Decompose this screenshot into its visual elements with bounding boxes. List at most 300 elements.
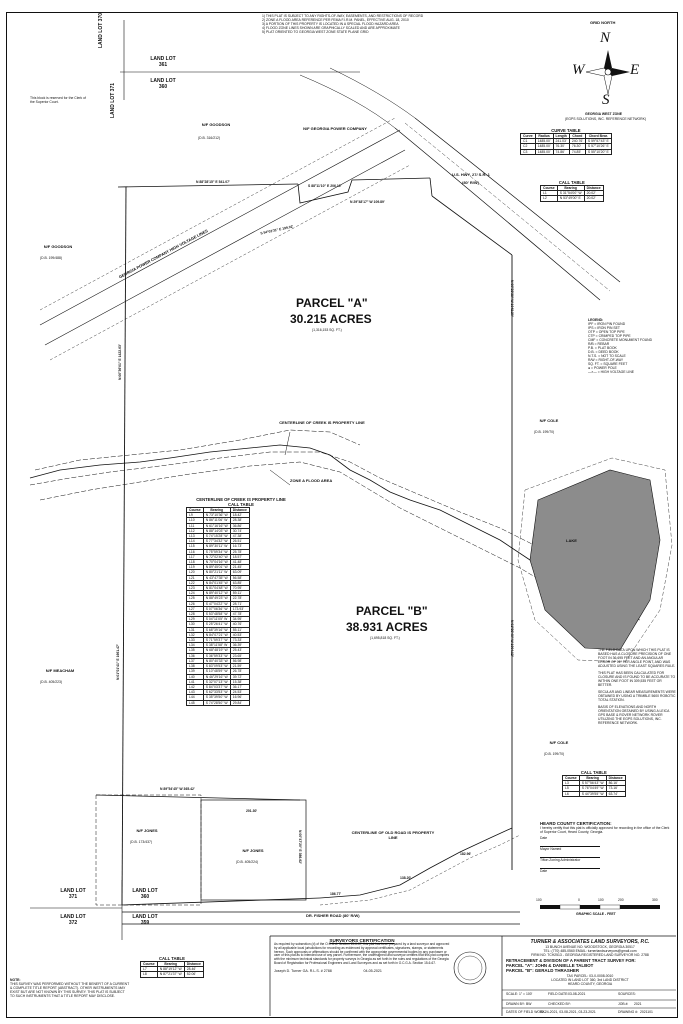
cell: S 04°11'05" W	[203, 617, 230, 622]
title-scale: SCALE: 1" = 100'	[506, 992, 533, 996]
land-lot-label: LAND LOT 372	[60, 914, 86, 926]
cell: S 10°48'59" W	[203, 669, 230, 674]
highway-extension	[330, 68, 415, 118]
cell: 1485.00'	[535, 139, 553, 144]
cell: L43	[187, 690, 204, 695]
drawing-number: 2021101	[640, 1010, 653, 1014]
bearing-label: N 00°47'20" E 386.62'	[298, 830, 302, 864]
neighbor-ref: (D.B. 173/437)	[130, 840, 153, 844]
cell: 36.86'	[230, 523, 249, 528]
cell: 74.86'	[553, 149, 569, 154]
cell: 28.71'	[230, 601, 249, 606]
table-row	[563, 791, 626, 796]
cell: 28.46'	[184, 967, 203, 972]
zone-label: GEORGIA WEST ZONE	[585, 112, 622, 116]
county-certification	[540, 822, 670, 873]
cell: S 38°11'58" W	[203, 643, 230, 648]
cell: L17	[187, 554, 204, 559]
creek-label: CENTERLINE OF CREEK IS PROPERTY LINE	[279, 420, 365, 425]
cell: 26.78'	[230, 669, 249, 674]
bearing-label: S 54°02'31" E 199.02'	[259, 224, 294, 236]
bearing-label: N 01°01'41" E 1661.47'	[116, 644, 120, 680]
field-date-label: FIELD DATE:	[548, 992, 569, 996]
call-table-right	[562, 770, 626, 797]
cell: S 44°39'55" W	[579, 791, 606, 796]
cell: 73.33'	[230, 638, 249, 643]
table-row	[187, 700, 250, 705]
cell: 63.85'	[230, 580, 249, 585]
job-label: JOB #:	[618, 1002, 629, 1006]
bearing-label: 138.20'	[400, 876, 412, 880]
cell: L37	[187, 658, 204, 663]
cell: L44	[187, 695, 204, 700]
parcel-a-title: PARCEL "A"	[296, 296, 368, 310]
cell: L7	[141, 967, 158, 972]
creek-leader	[285, 432, 290, 455]
cell: C2	[521, 144, 536, 149]
header-note: 4) FLOOD ZONE LINES SHOWN ARE GRAPHICALLY SCALED AND ARE APPROXIMATE	[262, 26, 400, 30]
closure-note: THE FIELD DATA UPON WHICH THIS PLAT IS BASED HAS A CLOSURE PRECISION OF ONE FOOT IN 36,695 FEET AND AN ANGULAR ERROR OF 01" PER ANGLE POINT, AND WAS ADJUSTED USING THE LEAST SQUARES RULE.	[598, 648, 676, 668]
cell: N 80°40'33" W	[203, 658, 230, 663]
neighbor-ref: (D.B. 405/223)	[40, 680, 63, 684]
sig-label: Date	[540, 869, 548, 873]
th: Chord	[569, 134, 585, 139]
table-row	[541, 196, 604, 201]
cell: 18.57'	[230, 554, 249, 559]
cell: 30.74'	[230, 528, 249, 533]
cell: 56.58'	[230, 575, 249, 580]
th: Distance	[230, 508, 249, 513]
cell: N 88°49'23" W	[203, 596, 230, 601]
cell: L21	[187, 575, 204, 580]
land-lot-label: LAND LOT 360	[132, 888, 158, 900]
cell: 56.98'	[230, 658, 249, 663]
bearing-label: N 88°28'15" E 541.07'	[196, 180, 230, 184]
header-note: 5) PLAT ORIENTED TO GEORGIA WEST ZONE STATE PLANE GRID	[262, 30, 369, 34]
cell: S 25°26'41" W	[203, 622, 230, 627]
cell: 21.59'	[230, 664, 249, 669]
cell: N 84°07'21" W	[203, 632, 230, 637]
sig-line	[540, 862, 600, 869]
land-lot-label: LAND LOT 371	[60, 888, 86, 900]
cell: S 71°59'37" W	[203, 638, 230, 643]
cell: 28.38'	[230, 518, 249, 523]
location-line: TAX PARCEL: 03-0-0008-0010	[566, 974, 614, 978]
cell: 22.78'	[230, 596, 249, 601]
scale-tick: 100	[598, 898, 604, 902]
cell: N 46°29'16" W	[203, 674, 230, 679]
legend-text: = HIGH VOLTAGE LINE	[597, 370, 635, 374]
cell: 23.65'	[230, 653, 249, 658]
parcel-b-title: PARCEL "B"	[356, 604, 428, 618]
bearing-label: 182.96'	[460, 852, 472, 856]
drawing-label: DRAWING #:	[618, 1010, 639, 1014]
neighbor-label: N/F GEORGIA POWER COMPANY	[303, 126, 367, 131]
cell: 16.96'	[230, 695, 249, 700]
cell: L2	[541, 196, 558, 201]
surveyor-seal	[458, 956, 482, 980]
signature	[274, 968, 450, 973]
cell: L12	[187, 528, 204, 533]
bottom-note-title: NOTE:	[10, 978, 21, 982]
cell: 74.85'	[569, 149, 585, 154]
cell: L23	[187, 586, 204, 591]
cell: 240.76'	[569, 139, 585, 144]
survey-heading: RETRACEMENT & DIVISION OF A PARENT TRACT SURVEY FOR:	[506, 958, 636, 963]
high-voltage-icon: —×—	[588, 370, 597, 374]
scale-tick: 300	[652, 898, 658, 902]
drawn-label: DRAWN BY:	[506, 1002, 525, 1006]
cell: S 07°06'36" W	[203, 606, 230, 611]
jones-line	[96, 795, 300, 800]
header-note: 2) ZONE A FLOOD AREA REFERENCE PER FEMA F.I.R.M. PANEL, EFFECTIVE AUG. 18, 2010	[262, 18, 409, 22]
cell: L25	[187, 596, 204, 601]
surveyor-cert-text: As required by subsection (d) of the O.C.G.A. Section 15-6-67, this plat has been prepared by a land surveyor and approved by all applicable local jurisdictions for recording as evidenced by approval certificates, signatures, stamps, or statements hereon. Such approvals or affirmations should be confirmed with the appropriate governmental bodies by any purchaser or user of this plat as to intended use of any parcel. Furthermore, the undersigned land surveyor certifies that this plat complies with the minimum technical standards for property surveys in Georgia as set forth in the rules and regulations of the Georgia Board of Registration for Professional Engineers and Land Surveyors and as set forth in O.C.G.A. Section 15-6-67.	[274, 942, 450, 965]
cell: 20.02'	[584, 191, 603, 196]
th: Length	[553, 134, 569, 139]
cell: 40.53'	[230, 632, 249, 637]
cell: S 62°33'53" W	[203, 690, 230, 695]
cell: N 43°47'35" W	[203, 575, 230, 580]
neighbor-label: N/F JONES	[242, 848, 264, 853]
sig-line	[540, 840, 600, 847]
header-note: 3) A PORTION OF THIS PROPERTY IS LOCATED IN A SPECIAL FLOOD HAZARD AREA	[262, 22, 399, 26]
cell: L20	[187, 570, 204, 575]
cell: 47.38'	[230, 534, 249, 539]
cell: S 36°59'33" W	[203, 653, 230, 658]
cell: N 89°40'12" W	[203, 591, 230, 596]
bearing-label: 201.30'	[246, 809, 258, 813]
cell: 52.06'	[184, 972, 203, 977]
legend-item: CMF = CONCRETE MONUMENT FOUND	[588, 338, 653, 342]
sig-label: Tifton Zoning Administrator	[540, 858, 581, 862]
field-date: 03-08-2021	[568, 992, 586, 996]
cell: L27	[187, 606, 204, 611]
cell: N 61°16'16" W	[203, 523, 230, 528]
surveyor-cert-title: SURVEYORS CERTIFICATION	[329, 938, 395, 943]
highway-extension	[300, 75, 395, 128]
legend-item: R/B = REBAR	[588, 342, 610, 346]
land-lot-label: LAND LOT 361	[150, 56, 176, 68]
old-road-edge	[320, 835, 520, 905]
cell: L10	[187, 518, 204, 523]
cell: L3	[563, 781, 580, 786]
cell: S 31°54'00" W	[557, 191, 584, 196]
cell: L42	[187, 684, 204, 689]
creek-table-subtitle: CALL TABLE	[228, 502, 254, 507]
power-line-edge	[40, 118, 395, 310]
cell: N 73°10'36" W	[203, 513, 230, 518]
land-lot-label: LAND LOT 360	[150, 78, 176, 90]
cell: L16	[187, 549, 204, 554]
east-letter: E	[630, 62, 640, 78]
cell: S 55°10'20" E	[585, 149, 611, 154]
highway-label: U.S. HWY. 27/ S.R. 1	[452, 172, 490, 177]
cell: 18.42'	[230, 513, 249, 518]
cell: 241.03'	[553, 139, 569, 144]
th: Course	[541, 186, 558, 191]
parcel-a-acres: 30.215 ACRES	[290, 312, 372, 326]
cell: L13	[187, 534, 204, 539]
cell: 25.78'	[230, 549, 249, 554]
company-name: TURNER & ASSOCIATES LAND SURVEYORS, P.C.	[530, 939, 650, 945]
cell: L31	[187, 627, 204, 632]
cell: N 72°02'40" W	[203, 554, 230, 559]
th: Course	[187, 508, 204, 513]
cell: 76.30'	[553, 144, 569, 149]
network-label: (EGPS SOLUTIONS, INC. REFERENCE NETWORK)	[565, 117, 647, 121]
zone-a-label: ZONE A FLOOD AREA	[290, 478, 333, 483]
cell: 1485.00'	[535, 144, 553, 149]
cell: L29	[187, 617, 204, 622]
cell: N 88°19'12" W	[157, 967, 184, 972]
lake-label: LAKE	[566, 538, 577, 543]
highway-rw: (80' R/W)	[462, 180, 479, 185]
cell: L35	[187, 648, 204, 653]
cell: S 74°28'50" W	[203, 700, 230, 705]
legend-item: OTP = OPEN TOP PIPE	[588, 330, 625, 334]
north-letter: N	[600, 30, 611, 46]
clerk-block: This block is reserved for the Clerk of the Superior Court.	[30, 96, 86, 104]
th: Distance	[184, 962, 203, 967]
call-table-title: CALL TABLE	[558, 180, 585, 185]
closure-note: THIS PLAT HAS BEEN CALCULATED FOR CLOSURE AND IS FOUND TO BE ACCURATE TO WITHIN ONE FOOT IN 309,535 FEET OR BETTER.	[598, 671, 676, 687]
cell: S 59°57'43" E	[585, 139, 611, 144]
call-table-title: CALL TABLE	[580, 770, 607, 775]
sig-label: Mayor Named	[540, 847, 562, 851]
cell: S 35°39'50" W	[203, 695, 230, 700]
cell: 24.53'	[230, 690, 249, 695]
cell: S 57°10'26" E	[585, 144, 611, 149]
cell: N 68°48'19" W	[203, 648, 230, 653]
land-lot-label: LAND LOT 359	[132, 914, 158, 926]
cell: L24	[187, 591, 204, 596]
th: Bearing	[579, 776, 606, 781]
cell: N 80°21'11" W	[203, 570, 230, 575]
neighbor-label: N/F COLE	[539, 418, 559, 423]
cell: L39	[187, 669, 204, 674]
cell: L28	[187, 612, 204, 617]
lake	[530, 470, 660, 650]
cell: S 57°56'43" W	[579, 781, 606, 786]
call-table-top	[540, 180, 604, 202]
location-line: HEARD COUNTY, GEORGIA	[567, 982, 613, 986]
cell: L30	[187, 622, 204, 627]
old-road-label: CENTERLINE OF OLD ROAD IS PROPERTY LINE	[351, 830, 435, 840]
surveyor-certification	[274, 939, 450, 973]
scale-label: GRAPHIC SCALE - FEET	[576, 912, 616, 916]
th: Course	[563, 776, 580, 781]
cell: N 89°45'01" W	[203, 565, 230, 570]
neighbor-ref: (D.B. 405/224)	[236, 860, 259, 864]
power-lines-label: GEORGIA POWER COMPANY HIGH VOLTAGE LINES	[118, 228, 209, 280]
title-block	[506, 939, 674, 986]
cell: L22	[187, 580, 204, 585]
south-letter: S	[602, 92, 610, 108]
cell: L19	[187, 565, 204, 570]
neighbor-label: N/F JONES	[136, 828, 158, 833]
cell: S 77°34'32" W	[203, 539, 230, 544]
bottom-note-text: THIS SURVEY WAS PERFORMED WITHOUT THE BENEFIT OF A CURRENT & COMPLETE TITLE REPORT (ABSTRACT). OTHER INSTRUMENTS MAY EXIST BUT ARE NOT KNOWN BY THIS SURVEY. THIS PLAT IS SUBJECT TO SUCH INSTRUMENTS THAT A TITLE REPORT MAY DISCLOSE.	[10, 982, 130, 998]
cell: 173.93'	[230, 606, 249, 611]
cell: L8	[141, 972, 158, 977]
company-address: 13 BUNCH AVENUE NO. WOODSTOCK, GEORGIA 30517	[545, 945, 635, 949]
cell: L6	[563, 791, 580, 796]
cell: 76.30'	[569, 144, 585, 149]
county-cert-title: HEARD COUNTY CERTIFICATION:	[540, 821, 612, 826]
bearing-label: 186.77'	[330, 892, 342, 896]
survey-party: PARCEL "A": JOHN & DANIELLE TALBOT	[506, 963, 594, 968]
cell: L15	[187, 544, 204, 549]
neighbor-ref: (D.B. 199/488)	[40, 256, 63, 260]
header-note: 1) THIS PLAT IS SUBJECT TO ANY RIGHTS-OF-WAY, EASEMENTS, AND RESTRICTIONS OF RECORD	[262, 14, 424, 18]
cell: N 53°49'00" E	[557, 196, 584, 201]
closure-note: BASIS OF ELEVATIONS AND NORTH ORIENTATION OBTAINED BY USING A LEICA GPS BASE & ROVER NETWORK ROVER UTILIZING THE EGPS SOLUTIONS, INC. REFERENCE NETWORK.	[598, 705, 670, 725]
power-pole-icon: ●	[588, 366, 591, 370]
th: Bearing	[203, 508, 230, 513]
boundary-line	[430, 178, 432, 196]
th: Bearing	[557, 186, 584, 191]
curve-table	[520, 128, 612, 155]
cell: N 86°11'06" W	[203, 518, 230, 523]
cell: S 32°07'13" W	[203, 679, 230, 684]
cell: 40.76'	[230, 622, 249, 627]
legend	[588, 318, 673, 374]
legend-item: IPS = IRON PIN SET	[588, 326, 620, 330]
survey-party: PARCEL "B": GERALD THRASHER	[506, 968, 580, 973]
cell: 55.11'	[230, 627, 249, 632]
cell: S 53°48'58" W	[203, 612, 230, 617]
closure-note: SECULAR AND LINEAR MEASUREMENTS WERE OBTAINED BY USING A TRIMBLE 5600 ROBOTIC TOTAL STATION.	[598, 690, 676, 702]
cell: L1	[541, 191, 558, 196]
cell: 25.43'	[230, 648, 249, 653]
th: Distance	[606, 776, 625, 781]
th: Chord Bear.	[585, 134, 611, 139]
land-lot-label: LAND LOT 371	[110, 82, 116, 118]
cell: S 76°04'49" W	[579, 786, 606, 791]
location-line: LOCATED IN LAND LOT 360, 3rd LAND DISTRICT	[551, 978, 629, 982]
legend-item: N.T.S. = NOT TO SCALE	[588, 354, 626, 358]
cell: L32	[187, 632, 204, 637]
cell: L26	[187, 601, 204, 606]
cell: L41	[187, 679, 204, 684]
scale-tick: 200	[618, 898, 624, 902]
cell: 47.78'	[230, 612, 249, 617]
cell: L18	[187, 560, 204, 565]
header-notes	[262, 14, 462, 34]
cell: 20.02'	[584, 196, 603, 201]
neighbor-ref: (D.B. 199/70)	[544, 752, 565, 756]
cell: L34	[187, 643, 204, 648]
cell: L40	[187, 674, 204, 679]
cell: S 47°04'22" W	[203, 601, 230, 606]
boundary-line	[432, 196, 512, 255]
cell: 63.09'	[230, 570, 249, 575]
cell: L36	[187, 653, 204, 658]
scale-tick: 0	[578, 898, 580, 902]
sources-label: SOURCES:	[618, 992, 636, 996]
boundary-line	[122, 187, 126, 905]
cell: 36.17'	[230, 684, 249, 689]
creek-call-table	[186, 497, 296, 706]
bearing-label: N 00°33'39" W 1042.20'	[510, 280, 514, 317]
bottom-note	[10, 978, 130, 998]
west-letter: W	[572, 62, 585, 78]
job-number: 2021	[634, 1002, 642, 1006]
cell: L11	[187, 523, 204, 528]
land-lot-label: LAND LOT 370	[98, 12, 104, 48]
checked-label: CHECKED BY:	[548, 1002, 571, 1006]
legend-item	[588, 370, 673, 374]
call-table-bottom	[140, 956, 204, 978]
company-phone: TEL: (770) 485-0560 EMAIL: turnerlandsurveyors@gmail.com	[543, 949, 637, 953]
cell: N 87°21'37" W	[157, 972, 184, 977]
north-arrow-graphic	[586, 50, 630, 94]
neighbor-label: N/F GOODSON	[201, 122, 231, 127]
bearing-label: N 00°36'01" E 1422.63'	[118, 344, 122, 380]
table-row	[141, 972, 204, 977]
curve-table-title: CURVE TABLE	[551, 128, 581, 133]
cell: N 89°30'11" W	[203, 544, 230, 549]
cell: S 74°15'28" W	[203, 534, 230, 539]
cell: 15.38'	[230, 679, 249, 684]
neighbor-ref: (D.B. 316/212)	[198, 136, 221, 140]
legend-item: R/W = RIGHT-OF-WAY	[588, 358, 624, 362]
creek-table-title: CENTERLINE OF CREEK IS PROPERTY LINE	[196, 497, 286, 502]
cell: C3	[521, 149, 536, 154]
surveyor-name: Joseph D. Turner GA. R.L.S. # 2788	[274, 968, 332, 973]
cell: L14	[187, 539, 204, 544]
bearing-label: S 88°11'10" E 206.10'	[308, 184, 342, 188]
fisher-road-label: DR. FISHER ROAD (80' R/W)	[306, 913, 360, 918]
drawn-by: BW	[526, 1002, 532, 1006]
cell: 29.84'	[230, 700, 249, 705]
county-cert-date: Date	[540, 836, 548, 840]
dates-label: DATES OF FIELD WORK:	[506, 1010, 546, 1014]
cell: 41.48'	[230, 560, 249, 565]
flood-line	[35, 430, 360, 470]
th: Curve	[521, 134, 536, 139]
th: Radius	[535, 134, 553, 139]
legend-title: LEGEND:	[588, 318, 604, 322]
cell: 26.51'	[230, 539, 249, 544]
neighbor-ref: (D.B. 199/70)	[534, 430, 555, 434]
parcel-b-acres: 38.931 ACRES	[346, 620, 428, 634]
legend-item: D.B. = DEED BOOK	[588, 350, 619, 354]
power-line-edge	[50, 165, 410, 360]
cell: 16.73'	[230, 544, 249, 549]
cell: N 81°04'48" W	[203, 586, 230, 591]
table-row	[521, 149, 612, 154]
surveyor-date: 04-05-2021	[363, 968, 382, 973]
legend-item: P.B. = PLAT BOOK	[588, 346, 617, 350]
cell: N 88°14'03" W	[203, 528, 230, 533]
scale-tick: 100	[536, 898, 542, 902]
cell: N 70°04'16" W	[203, 560, 230, 565]
cell: 21.45'	[230, 565, 249, 570]
grid-north-label: GRID NORTH	[590, 20, 616, 25]
cell: 63.74'	[606, 791, 625, 796]
neighbor-label: N/F COLE	[549, 740, 569, 745]
th: Bearing	[157, 962, 184, 967]
cell: C1	[521, 139, 536, 144]
boundary-line	[118, 184, 298, 187]
parcel-a-sqft: (1,316,153 SQ. FT.)	[312, 328, 342, 332]
parcel-b-sqft: (1,695,818 SQ. FT.)	[370, 636, 400, 640]
cell: 1485.00'	[535, 149, 553, 154]
surveyor-seal	[454, 952, 486, 984]
cell: 86.16'	[606, 781, 625, 786]
